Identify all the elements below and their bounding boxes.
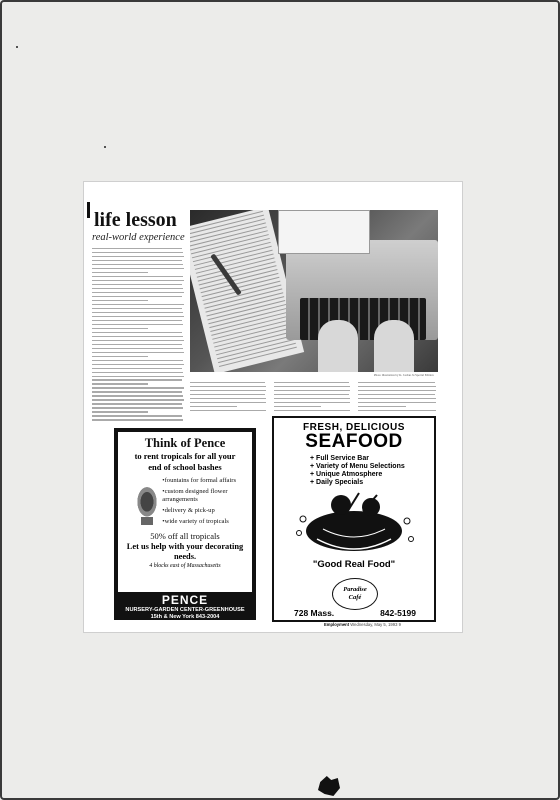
pence-service: •delivery & pick-up [162,507,215,514]
page-footer [324,622,401,627]
text-line [358,390,436,391]
text-line [190,390,266,391]
text-line [274,410,350,411]
seafood-feature: + Full Service Bar [310,455,434,463]
text-line [358,382,435,383]
text-line [190,394,265,395]
pence-ad-footer [118,593,252,628]
footer-date-page: Wednesday, May 5, 1993 9 [349,622,401,627]
text-line [92,372,183,373]
text-line [358,398,436,399]
text-line [92,284,182,285]
text-line [92,256,184,257]
text-line [92,383,148,384]
text-line [358,410,436,411]
text-line [92,419,183,420]
text-line [274,382,349,383]
pence-address-phone: 15th & New York 843-2004 [150,614,220,620]
pence-line-2: end of school bashes [148,462,222,472]
article-column-3 [274,382,352,414]
seafood-features-list [310,455,434,487]
seafood-feature: + Variety of Menu Selections [310,463,434,471]
text-line [92,264,183,265]
scan-speck [104,146,106,148]
text-line [358,386,436,387]
text-line [92,260,182,261]
article-column-1 [92,248,186,426]
text-line [92,356,148,357]
text-line [92,328,148,329]
seafood-address: 728 Mass. [294,608,335,618]
logo-text-top: Paradise [343,586,367,593]
text-line [92,403,182,404]
text-line [92,280,184,281]
text-line [92,300,148,301]
newspaper-page [84,182,462,632]
text-line [190,402,266,403]
title-rule [87,202,90,218]
pence-headline: Think of Pence [144,436,226,450]
text-line [92,340,184,341]
text-line [92,407,183,408]
pence-help: Let us help with your decorating needs. [126,542,244,561]
seafood-ad [272,416,436,622]
article-subtitle: real-world experience [92,232,185,243]
text-line [274,406,321,407]
article-column-2 [190,382,268,414]
seafood-head-1: FRESH, DELICIOUS [303,422,405,433]
text-line [92,312,183,313]
text-line [274,394,349,395]
text-line [92,395,183,396]
paradise-cafe-logo [332,578,378,610]
photo-credit: Photo illustration by K. Jordan Jr./Special Edition [374,373,434,377]
seafood-feature: + Unique Atmosphere [310,471,434,479]
text-line [92,272,148,273]
pence-business: NURSERY-GARDEN CENTER-GREENHOUSE [125,607,245,613]
text-line [92,415,182,416]
text-line [274,398,350,399]
text-line [92,316,184,317]
photo-right-hand [374,320,414,372]
pence-ad [114,428,256,627]
text-line [190,398,266,399]
text-line [92,368,182,369]
text-line [92,292,184,293]
pence-slogan: Greenhouse Larger Than A Football Field [130,621,240,627]
pence-service: •fountains for formal affairs [162,477,237,484]
pence-service: •custom designed flower arrangements [162,488,228,503]
pence-ad-panel [118,432,252,592]
text-line [92,352,184,353]
photo-paper-sheet [278,210,370,254]
pence-body [118,477,252,529]
pence-name: PENCE [161,593,209,607]
typewriter-photo [190,210,438,372]
text-line [92,268,184,269]
text-line [92,296,182,297]
text-line [358,402,436,403]
palm-plant-icon [132,479,158,527]
text-line [190,410,266,411]
text-line [92,288,183,289]
text-line [92,336,183,337]
text-line [92,304,184,305]
text-line [92,364,184,365]
seafood-head-2: SEAFOOD [305,431,403,452]
text-line [92,276,183,277]
text-line [92,376,184,377]
pence-location: 4 blocks east of Massachusetts [149,563,221,569]
text-line [92,399,184,400]
seafood-feature: + Daily Specials [310,479,434,487]
text-line [190,382,265,383]
text-line [92,391,182,392]
text-line [92,324,183,325]
text-line [358,406,406,407]
pence-service: •wide variety of tropicals [162,518,229,525]
photo-left-hand [318,320,358,372]
text-line [190,406,237,407]
text-line [92,360,183,361]
pence-line-1: to rent tropicals for all your [134,451,236,461]
pence-services-list [162,477,252,529]
text-line [274,386,350,387]
seafood-phone: 842-5199 [380,608,416,618]
text-line [92,387,184,388]
text-line [92,248,182,249]
footer-section: Employment [324,622,350,627]
text-line [274,402,350,403]
pence-sale: 50% off all tropicals [150,531,220,541]
seafood-tagline: "Good Real Food" [312,559,396,570]
text-line [92,252,183,253]
text-line [92,320,182,321]
lobster-illustration-icon [289,489,419,559]
text-line [92,348,183,349]
text-line [358,394,435,395]
logo-text-bottom: Café [348,594,362,601]
text-line [92,379,182,380]
text-line [92,344,182,345]
scan-speck [16,46,18,48]
text-line [190,386,266,387]
text-line [274,390,350,391]
text-line [92,411,148,412]
text-line [92,308,182,309]
article-title: life lesson [94,209,177,231]
text-line [92,332,182,333]
article-column-4 [358,382,438,414]
